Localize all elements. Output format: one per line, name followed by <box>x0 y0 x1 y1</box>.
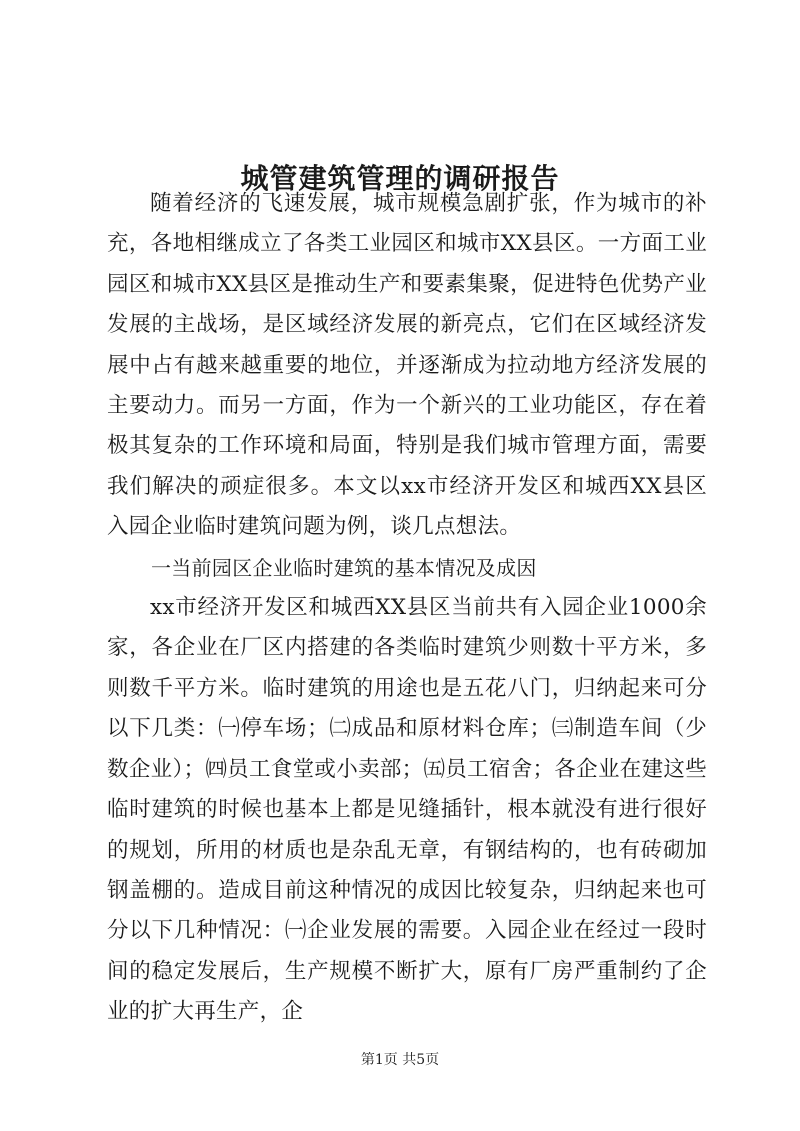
document-title: 城管建筑管理的调研报告 <box>240 161 560 195</box>
document-body <box>107 184 707 1033</box>
body-paragraph: xx市经济开发区和城西XX县区当前共有入园企业1000余家，各企业在厂区内搭建的各类临时建筑少则数十平方米，多则数千平方米。临时建筑的用途也是五花八门，归纳起来可分以下几类：㈠停车场；㈡成品和原材料仓库；㈢制造车间（少数企业）；㈣员工食堂或小卖部；㈤员工宿舍；各企业在建这些临时建筑的时候也基本上都是见缝插针，根本就没有进行很好的规划，所用的材质也是杂乱无章，有钢结构的，也有砖砌加钢盖棚的。造成目前这种情况的成因比较复杂，归纳起来也可分以下几种情况：㈠企业发展的需要。入园企业在经过一段时间的稳定发展后，生产规模不断扩大，原有厂房严重制约了企业的扩大再生产，企 <box>107 595 707 1025</box>
section-heading: 一当前园区企业临时建筑的基本情况及成因 <box>151 555 537 580</box>
intro-paragraph: 随着经济的飞速发展，城市规模急剧扩张，作为城市的补充，各地相继成立了各类工业园区和城市XX县区。一方面工业园区和城市XX县区是推动生产和要素集聚，促进特色优势产业发展的主战场，是区域经济发展的新亮点，它们在区域经济发展中占有越来越重要的地位，并逐渐成为拉动地方经济发展的主要动力。而另一方面，作为一个新兴的工业功能区，存在着极其复杂的工作环境和局面，特别是我们城市管理方面，需要我们解决的顽症很多。本文以xx市经济开发区和城西XX县区入园企业临时建筑问题为例，谈几点想法。 <box>107 191 707 540</box>
page-number-footer: 第1页 共5页 <box>360 1052 440 1068</box>
